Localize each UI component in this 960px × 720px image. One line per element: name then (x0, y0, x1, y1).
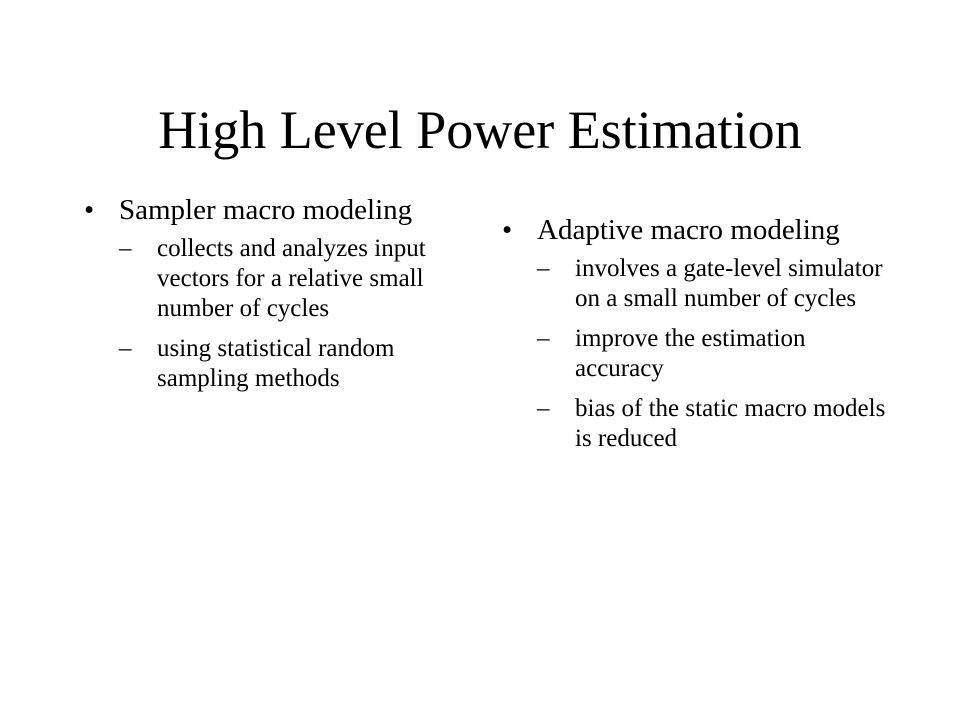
right-column (500, 212, 900, 464)
dash-icon: – (537, 325, 550, 352)
sub-bullet-item (500, 394, 893, 454)
bullet-icon: • (84, 194, 95, 226)
dash-icon: – (119, 335, 132, 362)
sub-bullet-text: involves a gate-level simulator on a small number of cycles (575, 255, 883, 312)
sub-bullet-item (500, 324, 893, 384)
dash-icon: – (537, 395, 550, 422)
sub-bullet-item (500, 254, 893, 314)
sub-bullet-text: improve the estimation accuracy (575, 325, 806, 382)
sub-bullet-item (82, 334, 475, 394)
bullet-item (82, 192, 482, 228)
bullet-text: Sampler macro modeling (119, 194, 413, 226)
sub-bullet-text: collects and analyzes input vectors for a relative small number of cycles (157, 235, 426, 322)
sub-bullet-item (82, 234, 475, 324)
sub-bullet-text: bias of the static macro models is reduced (575, 395, 886, 452)
dash-icon: – (119, 235, 132, 262)
bullet-icon: • (502, 214, 513, 246)
bullet-item (500, 212, 900, 248)
sub-bullet-text: using statistical random sampling methods (157, 335, 395, 392)
dash-icon: – (537, 255, 550, 282)
slide-title: High Level Power Estimation (158, 100, 802, 160)
left-column (82, 192, 482, 404)
bullet-text: Adaptive macro modeling (537, 214, 840, 246)
